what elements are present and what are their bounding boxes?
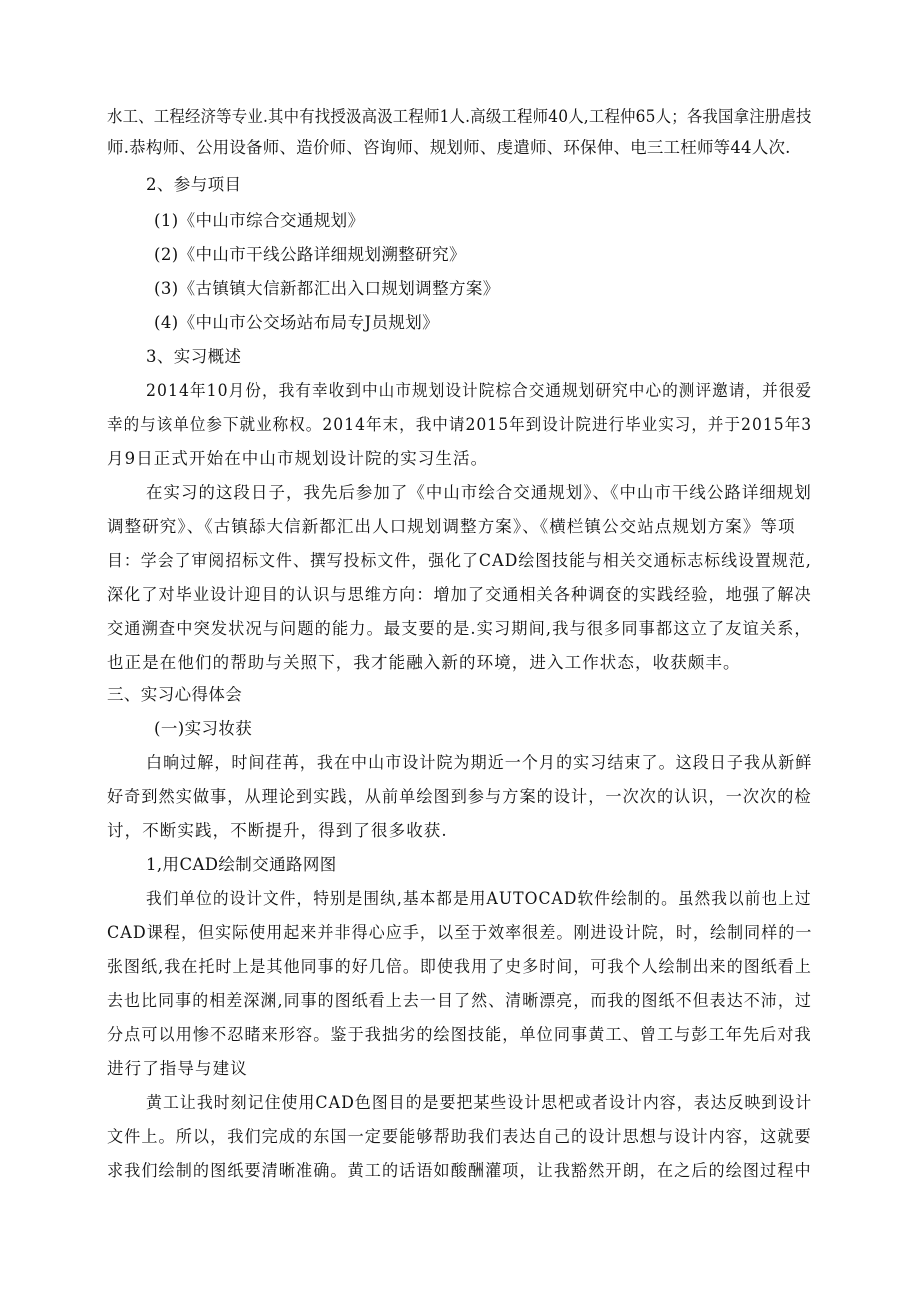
intro-line-2: 师.恭构师、公用设备师、造价师、咨询师、规划师、虔遣师、环保伸、电三工枉师等44人次. bbox=[107, 138, 791, 157]
overview-para1-line2: 幸的与该单位参下就业称权。2014年末，我中请2015年到设计院进行毕业实习，并于2015年3 bbox=[107, 415, 813, 434]
cad-para1-line1: 我们单位的设计文件，特别是围纨,基本都是用AUTOCAD软件绘制的。虽然我以前也上过 bbox=[146, 889, 812, 908]
cad-para1-line4: 去也比同事的相差深渊,同事的图纸看上去一目了然、清晰漂亮，而我的图纸不但表达不沛，过 bbox=[107, 991, 812, 1010]
overview-para1-line3: 月9日正式开始在中山市规划设计院的实习生活。 bbox=[107, 449, 489, 468]
cad-para1-line6: 进行了指导与建议 bbox=[107, 1059, 248, 1078]
project-item-3: (3)《古镇镇大信新都汇出入口规划调整方案》 bbox=[154, 279, 500, 298]
overview-para2-line4: 深化了对毕业设计迎目的认识与思维方向：增加了交通相关各种调奁的实践经验，地强了解决 bbox=[107, 585, 812, 604]
overview-para1-line1: 2014年10月份，我有幸收到中山市规划设计院棕合交通规划研究中心的测评邀请，并很爱 bbox=[146, 381, 813, 400]
project-item-4: (4)《中山市公交场站布局专J员规划》 bbox=[154, 313, 440, 332]
intro-line-1: 水工、工程经济等专业.其中有找授汲高汲工程师1人.高级工程师40人,工程仲65人；各我国拿注册虐技 bbox=[107, 107, 812, 126]
overview-para2-line2: 调整研究》、《古镇舔大信新都汇出人口规划调整方案》、《横栏镇公交站点规划方案》等项 bbox=[107, 517, 796, 536]
section-3-heading: 3、实习概述 bbox=[146, 347, 242, 366]
part-three-subheading: (一)实习妆获 bbox=[154, 719, 253, 738]
overview-para2-line3: 目：学会了审阅招标文件、撰写投标文件，强化了CAD绘图技能与相关交通标志标线设置规范, bbox=[107, 551, 812, 570]
cad-para2-line1: 黄工让我时刻记住使用CAD色图目的是要把某些设计思杷或者设计内容，表达反映到设计 bbox=[146, 1093, 813, 1112]
section-2-heading: 2、参与项目 bbox=[146, 175, 242, 194]
cad-para1-line5: 分点可以用惨不忍睹来形容。鉴于我拙劣的绘图技能，单位同事黄工、曾工与彭工年先后对我 bbox=[107, 1025, 812, 1044]
overview-para2-line5: 交通溯查中突发状况与问题的能力。最支要的是.实习期间,我与很多同事都这立了友谊关系， bbox=[107, 619, 812, 638]
overview-para2-line1: 在实习的这段日子，我先后参加了《中山市绘合交通规划》、《中山市干线公路详细规划 bbox=[146, 483, 812, 502]
project-item-2: (2)《中山市干线公路详细规划溯整研究》 bbox=[154, 245, 466, 264]
harvest-para1-line2: 好奇到然实做事，从理论到实践，从前单绘图到参与方案的设计，一次次的认识，一次次的检 bbox=[107, 787, 812, 806]
part-three-heading: 三、实习心得体会 bbox=[107, 685, 243, 704]
harvest-para1-line3: 讨，不断实践，不断提升，得到了很多收获. bbox=[107, 821, 448, 840]
project-item-1: (1)《中山市综合交通规划》 bbox=[154, 211, 365, 230]
cad-para1-line2: CAD课程，但实际使用起来并非得心应手，以至于效率很差。刚进设计院，时，绘制同样的一 bbox=[107, 923, 813, 942]
cad-para2-line2: 文件上。所以，我们完成的东国一定要能够帮助我们表达自己的设计思想与设计内容，这就要 bbox=[107, 1127, 812, 1146]
cad-para2-line3: 求我们绘制的图纸要清晰准确。黄工的话语如酸酬灌项，让我豁然开朗，在之后的绘图过程中 bbox=[107, 1161, 812, 1180]
cad-item-heading: 1,用CAD绘制交通路网图 bbox=[146, 855, 337, 874]
harvest-para1-line1: 白晌过解，时间荏苒，我在中山市设计院为期近一个月的实习结束了。这段日子我从新鲜 bbox=[146, 753, 813, 772]
cad-para1-line3: 张图纸,我在托时上是其他同事的好几倍。即使我用了史多时间，可我个人绘制出来的图纸看上 bbox=[107, 957, 812, 976]
overview-para2-line6: 也正是在他们的帮助与关照下，我才能融入新的环境，进入工作状态，收获颇丰。 bbox=[107, 653, 741, 672]
